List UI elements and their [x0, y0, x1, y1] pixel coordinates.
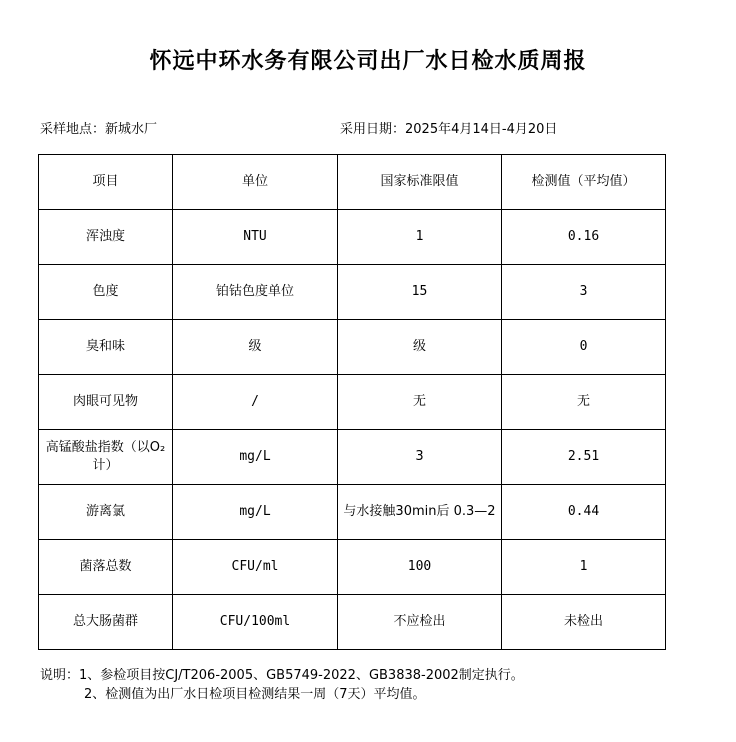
row-limit: 1 — [338, 210, 502, 265]
row-unit: CFU/100ml — [173, 595, 338, 650]
row-item: 高锰酸盐指数（以O₂计） — [39, 430, 173, 485]
header-value: 检测值（平均值） — [502, 155, 666, 210]
row-item: 色度 — [39, 265, 173, 320]
row-unit: CFU/ml — [173, 540, 338, 595]
table-row — [39, 375, 666, 430]
sampling-location: 采样地点：新城水厂 — [40, 122, 158, 137]
row-limit: 100 — [338, 540, 502, 595]
row-item: 菌落总数 — [39, 540, 173, 595]
table-row — [39, 320, 666, 375]
row-limit: 无 — [338, 375, 502, 430]
row-limit: 3 — [338, 430, 502, 485]
row-value: 0.16 — [502, 210, 666, 265]
row-value: 1 — [502, 540, 666, 595]
table-row — [39, 210, 666, 265]
header-limit: 国家标准限值 — [338, 155, 502, 210]
row-limit: 不应检出 — [338, 595, 502, 650]
table-header-row — [39, 155, 666, 210]
row-value: 3 — [502, 265, 666, 320]
row-limit: 级 — [338, 320, 502, 375]
table-row — [39, 540, 666, 595]
row-unit: 铂钴色度单位 — [173, 265, 338, 320]
row-unit: 级 — [173, 320, 338, 375]
row-item: 游离氯 — [39, 485, 173, 540]
row-unit: mg/L — [173, 430, 338, 485]
water-quality-table — [38, 154, 666, 650]
row-unit: NTU — [173, 210, 338, 265]
table-row — [39, 485, 666, 540]
table-row — [39, 595, 666, 650]
row-item: 总大肠菌群 — [39, 595, 173, 650]
header-unit: 单位 — [173, 155, 338, 210]
report-title: 怀远中环水务有限公司出厂水日检水质周报 — [149, 49, 587, 74]
row-value: 0.44 — [502, 485, 666, 540]
row-item: 臭和味 — [39, 320, 173, 375]
notes — [40, 666, 524, 704]
row-unit: mg/L — [173, 485, 338, 540]
row-unit: / — [173, 375, 338, 430]
note-line-1: 说明：1、参检项目按CJ/T206-2005、GB5749-2022、GB3838-2002制定执行。 — [40, 668, 524, 683]
row-item: 浑浊度 — [39, 210, 173, 265]
row-value: 未检出 — [502, 595, 666, 650]
sampling-date: 采用日期：2025年4月14日-4月20日 — [340, 122, 558, 137]
table-row — [39, 430, 666, 485]
row-limit: 15 — [338, 265, 502, 320]
table-row — [39, 265, 666, 320]
row-value: 无 — [502, 375, 666, 430]
header-item: 项目 — [39, 155, 173, 210]
row-value: 2.51 — [502, 430, 666, 485]
row-value: 0 — [502, 320, 666, 375]
row-limit: 与水接触30min后 0.3—2 — [338, 485, 502, 540]
row-item: 肉眼可见物 — [39, 375, 173, 430]
note-line-2: 2、检测值为出厂水日检项目检测结果一周（7天）平均值。 — [84, 687, 426, 702]
